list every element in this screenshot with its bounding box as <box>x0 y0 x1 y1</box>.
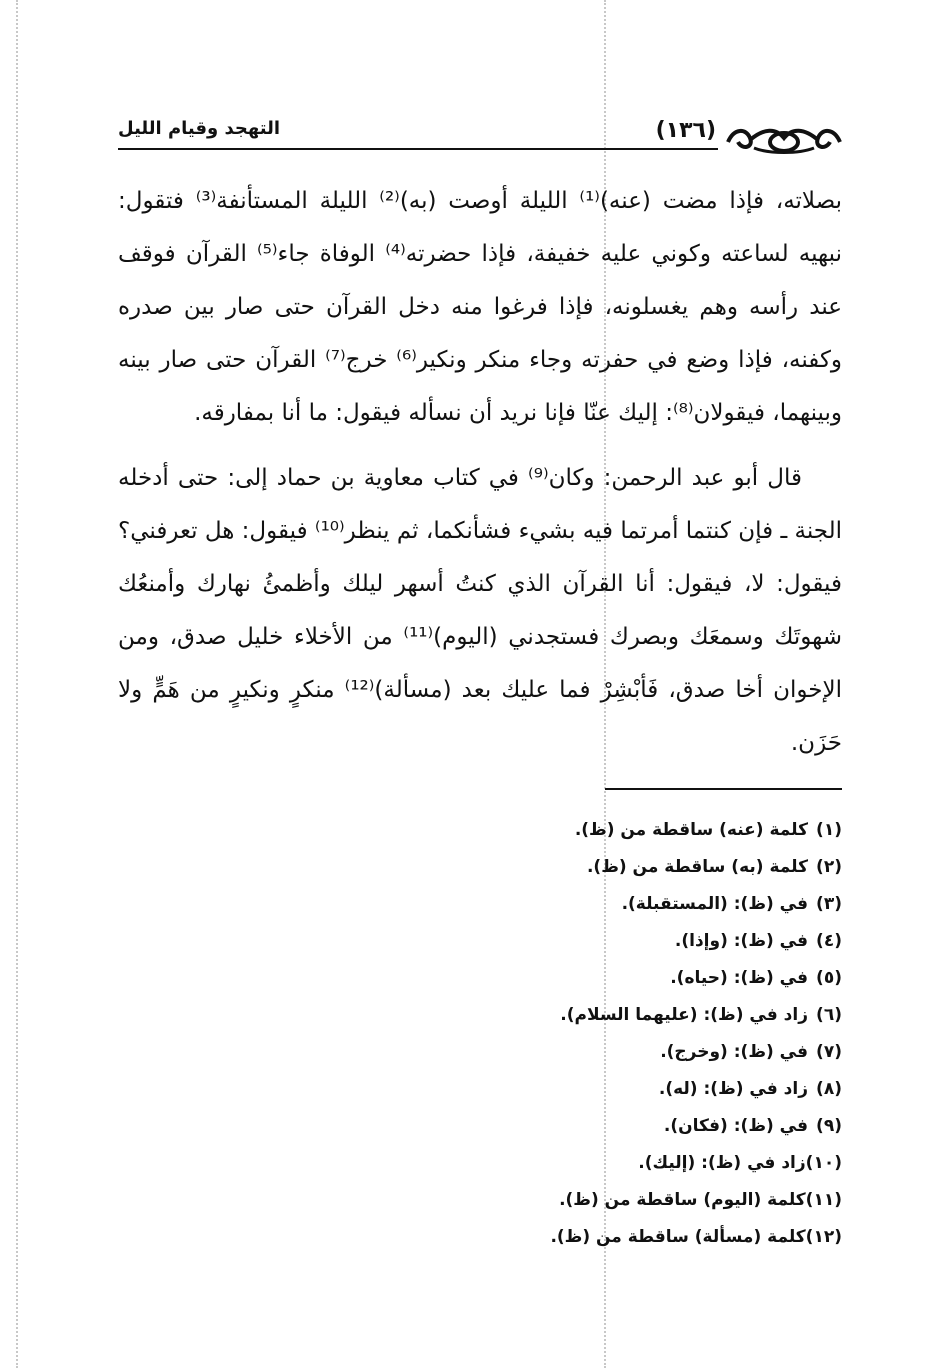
footnote-text: زاد في (ظ): (له). <box>658 1079 808 1099</box>
header-rule <box>118 148 718 150</box>
footnotes-list <box>422 812 842 1256</box>
footnote-item <box>422 1071 842 1108</box>
footnote-item <box>422 1108 842 1145</box>
footnote-text: كلمة (مسألة) ساقطة من (ظ). <box>550 1227 806 1247</box>
header-ornament-icon <box>724 124 844 154</box>
footnote-text: كلمة (به) ساقطة من (ظ). <box>586 857 808 877</box>
running-title: التهجد وقيام الليل <box>118 118 281 139</box>
footnote-text: زاد في (ظ): (عليهما السلام). <box>560 1005 808 1025</box>
footnote-text: في (ظ): (وإذا). <box>674 931 808 951</box>
paragraph: بصلاته، فإذا مضت (عنه)⁽¹⁾ الليلة أوصت (به)⁽²⁾ الليلة المستأنفة⁽³⁾ فتقول: نبهيه لساعته وكوني عليه خفيفة، فإذا حضرته⁽⁴⁾ الوفاة جاء⁽⁵⁾ القرآن فوقف عند رأسه وهم يغسلونه، فإذا فرغوا منه دخل القرآن حتى صار بين صدره وكفنه، فإذا وضع في حفرته وجاء منكر ونكير⁽⁶⁾ خرج⁽⁷⁾ القرآن حتى صار بينه وبينهما، فيقولان⁽⁸⁾: إليك عنّا فإنا نريد أن نسأله فيقول: ما أنا بمفارقه. <box>118 188 842 426</box>
page-number: (١٣٦) <box>655 118 716 143</box>
footnote-number: (١١) <box>805 1190 842 1210</box>
footnote-number: (١) <box>816 820 842 840</box>
footnote-number: (٧) <box>816 1042 842 1062</box>
footnote-item <box>422 849 842 886</box>
footnote-item <box>422 812 842 849</box>
main-text <box>118 175 842 770</box>
footnote-text: في (ظ): (حياه). <box>670 968 808 988</box>
footnote-item <box>422 960 842 997</box>
footnote-text: كلمة (اليوم) ساقطة من (ظ). <box>559 1190 806 1210</box>
paragraph: قال أبو عبد الرحمن: وكان⁽⁹⁾ في كتاب معاوية بن حماد إلى: حتى أدخله الجنة ـ فإن كنتما أمرتما فيه بشيء فشأنكما، ثم ينظر⁽¹⁰⁾ فيقول: هل تعرفني؟ فيقول: لا، فيقول: أنا القرآن الذي كنتُ أسهر ليلك وأظمئُ نهارك وأمنعُك شهوتَك وسمعَك وبصرك فستجدني (اليوم)⁽¹¹⁾ من الأخلاء خليل صدق، ومن الإخوان أخا صدق، فَأبْشِرْ فما عليك بعد (مسألة)⁽¹²⁾ منكرٍ ونكيرٍ من هَمٍّ ولا حَزَن. <box>118 465 843 756</box>
footnote-item <box>422 1145 842 1182</box>
footnote-text: في (ظ): (فكان). <box>663 1116 808 1136</box>
footnote-text: في (ظ): (المستقبلة). <box>621 894 808 914</box>
footnote-item <box>422 997 842 1034</box>
footnote-number: (٥) <box>816 968 842 988</box>
footnote-item <box>422 923 842 960</box>
footnote-number: (٤) <box>816 931 842 951</box>
footnote-number: (٩) <box>816 1116 842 1136</box>
footnote-item <box>422 1219 842 1256</box>
footnote-text: في (ظ): (وخرج). <box>660 1042 808 1062</box>
footnote-number: (٦) <box>816 1005 842 1025</box>
footnote-number: (٣) <box>816 894 842 914</box>
footnote-text: كلمة (عنه) ساقطة من (ظ). <box>574 820 808 840</box>
footnote-item <box>422 886 842 923</box>
footnote-separator <box>605 788 842 790</box>
footnote-number: (٢) <box>816 857 842 877</box>
footnote-number: (١٠) <box>805 1153 842 1173</box>
footnote-number: (٨) <box>816 1079 842 1099</box>
footnote-text: زاد في (ظ): (إليك). <box>638 1153 806 1173</box>
footnote-item <box>422 1034 842 1071</box>
footnote-item <box>422 1182 842 1219</box>
footnote-number: (١٢) <box>805 1227 842 1247</box>
scan-guide-line-left <box>16 0 18 1368</box>
